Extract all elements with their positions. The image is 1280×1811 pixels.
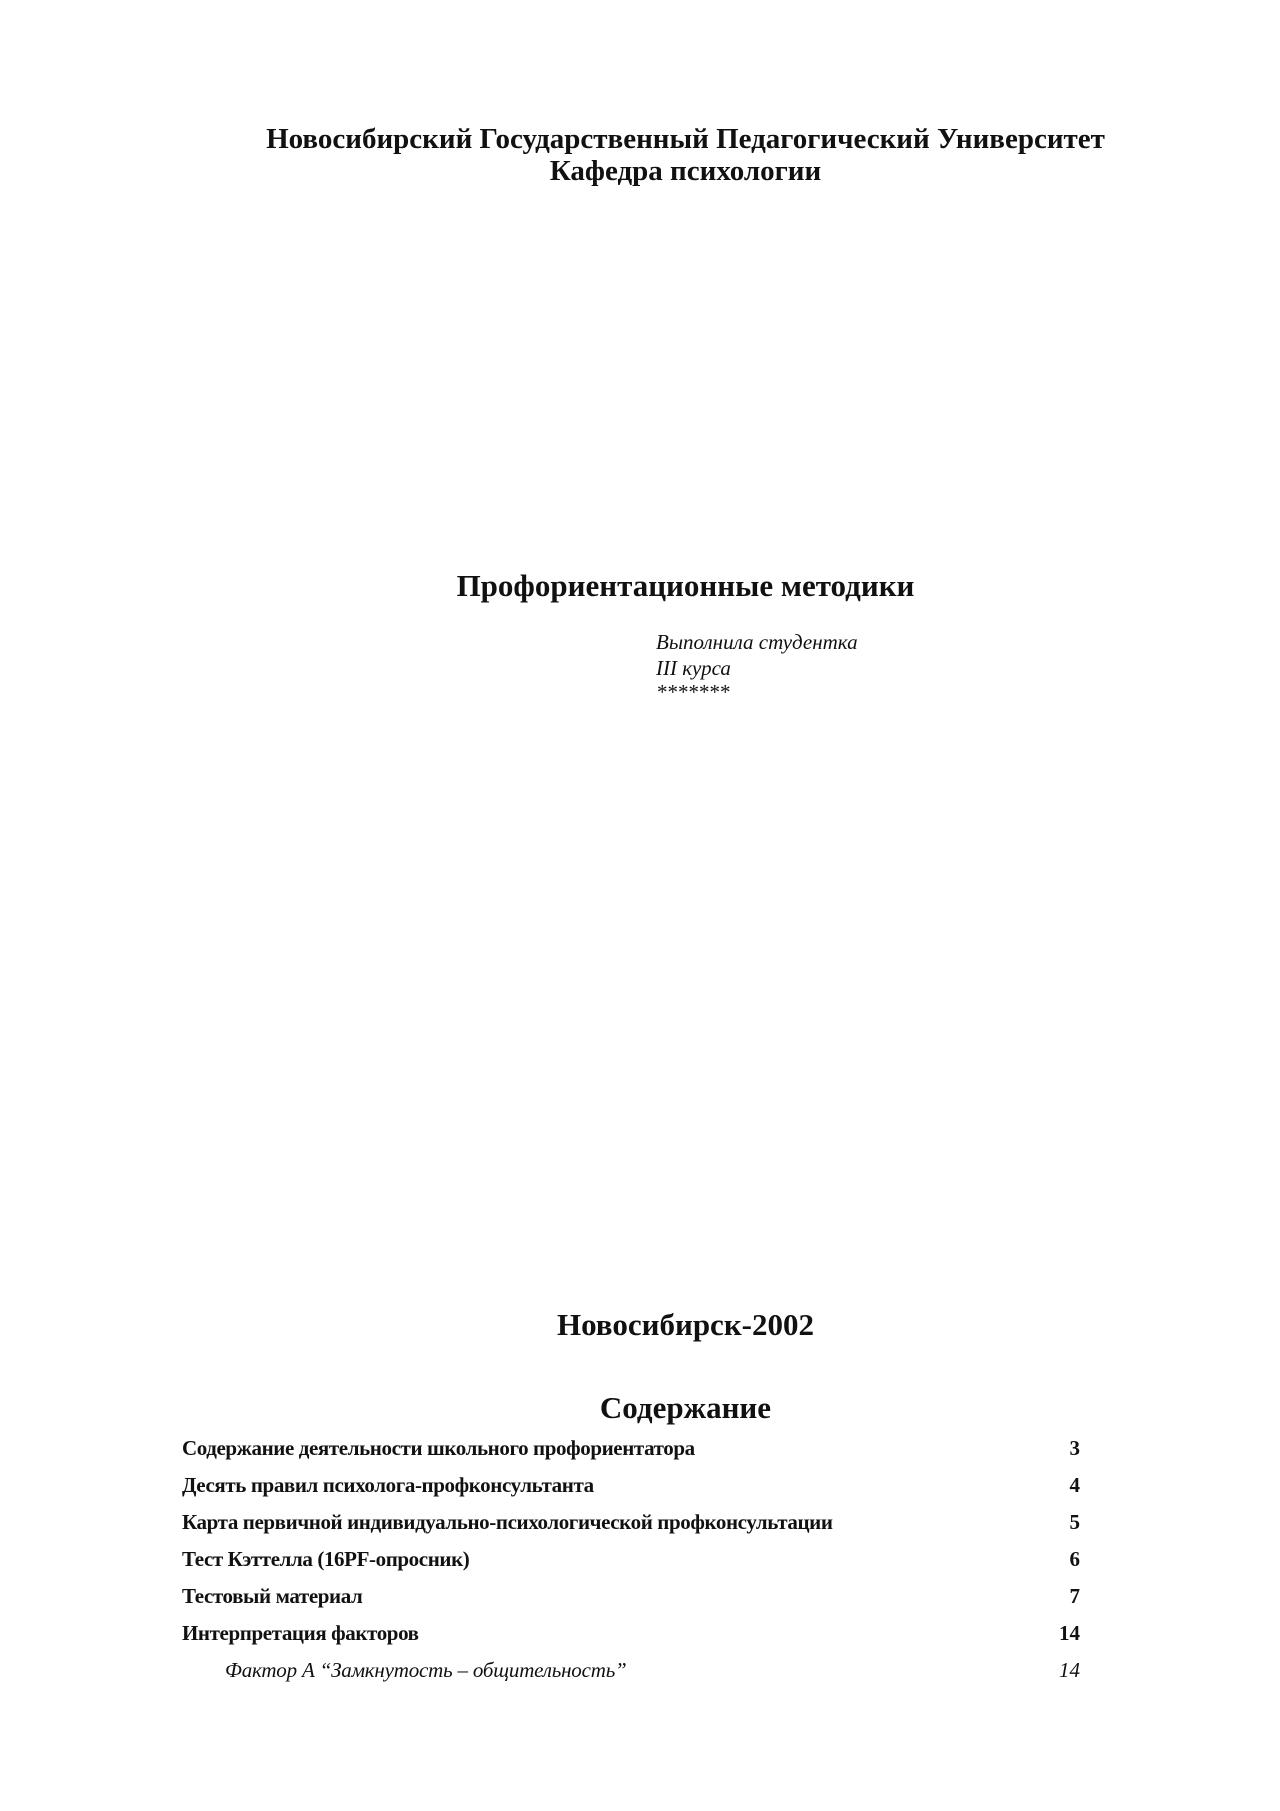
toc-entry-label: Тест Кэттелла (16PF-опросник): [182, 1547, 470, 1571]
toc-entry[interactable]: [182, 1618, 1080, 1648]
city-year: Новосибирск-2002: [556, 1307, 815, 1342]
toc-entry-page: 14: [1059, 1621, 1080, 1645]
author-line-3: *******: [656, 680, 730, 704]
toc-entry-label: Интерпретация факторов: [182, 1621, 419, 1645]
toc-subentry[interactable]: [225, 1655, 1080, 1685]
toc-entry-page: 4: [1069, 1473, 1080, 1497]
toc-entry-page: 14: [1059, 1658, 1080, 1682]
toc-entry-page: 7: [1069, 1584, 1080, 1608]
toc-entry[interactable]: [182, 1470, 1080, 1500]
toc-entry[interactable]: [182, 1544, 1080, 1574]
toc-entry-label: Карта первичной индивидуально-психологической профконсультации: [182, 1510, 833, 1534]
toc-entry-page: 6: [1069, 1547, 1080, 1571]
department-name: Кафедра психологии: [549, 155, 822, 187]
document-title: Профориентационные методики: [456, 568, 915, 603]
toc-entry-label: Фактор А “Замкнутость – общительность”: [225, 1658, 627, 1682]
toc-heading: Содержание: [599, 1390, 772, 1425]
toc-entry[interactable]: [182, 1581, 1080, 1611]
toc-entry-page: 5: [1069, 1510, 1080, 1534]
toc-entry-label: Тестовый материал: [182, 1584, 363, 1608]
author-line-2: III курса: [656, 656, 731, 680]
toc-entry-page: 3: [1069, 1436, 1080, 1460]
toc-entry-label: Десять правил психолога-профконсультанта: [182, 1473, 594, 1497]
toc-entry[interactable]: [182, 1433, 1080, 1463]
toc-entry[interactable]: [182, 1507, 1080, 1537]
university-name: Новосибирский Государственный Педагогический Университет: [266, 123, 1105, 155]
toc-entry-label: Содержание деятельности школьного профориентатора: [182, 1436, 695, 1460]
author-line-1: Выполнила студентка: [656, 630, 858, 654]
